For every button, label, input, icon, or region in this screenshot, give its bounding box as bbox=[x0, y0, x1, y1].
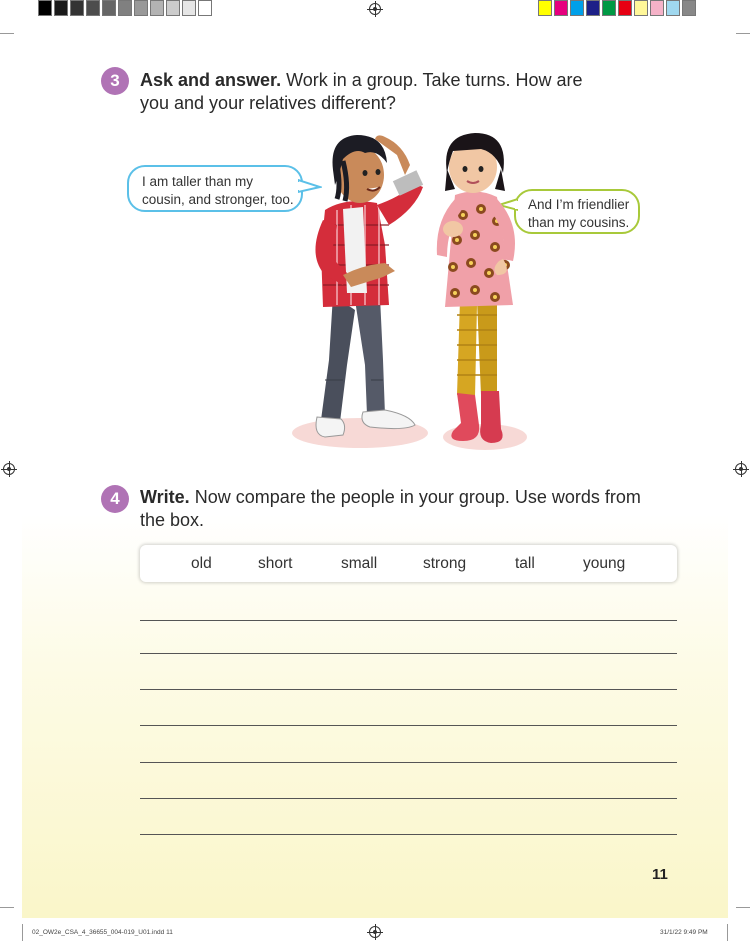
word-box-item: old bbox=[191, 555, 212, 572]
grayscale-bar bbox=[38, 0, 214, 16]
page-number: 11 bbox=[652, 866, 668, 883]
color-swatch bbox=[538, 0, 552, 16]
color-swatch bbox=[618, 0, 632, 16]
registration-mark-bottom bbox=[369, 926, 381, 938]
color-swatch bbox=[650, 0, 664, 16]
writing-line[interactable] bbox=[140, 834, 677, 835]
writing-line[interactable] bbox=[140, 798, 677, 799]
footer-file-name: 02_OW2e_CSA_4_36655_004-019_U01.indd 11 bbox=[32, 929, 173, 936]
color-swatch bbox=[150, 0, 164, 16]
crop-mark bbox=[736, 33, 750, 34]
color-swatch bbox=[586, 0, 600, 16]
exercise-3-instruction-line2: you and your relatives different? bbox=[140, 93, 396, 113]
footer-timestamp: 31/1/22 9:49 PM bbox=[660, 929, 708, 936]
crop-mark bbox=[0, 33, 14, 34]
exercise-3-instruction-text: Work in a group. Take turns. How are bbox=[286, 70, 583, 90]
speech-bubble-boy-line2: cousin, and stronger, too. bbox=[142, 192, 294, 207]
color-swatch bbox=[166, 0, 180, 16]
color-swatch bbox=[134, 0, 148, 16]
color-swatch bbox=[198, 0, 212, 16]
boy-figure bbox=[315, 135, 423, 437]
registration-mark-right bbox=[735, 463, 747, 475]
writing-line[interactable] bbox=[140, 762, 677, 763]
color-swatch bbox=[554, 0, 568, 16]
color-swatch bbox=[38, 0, 52, 16]
word-box-item: small bbox=[341, 555, 378, 572]
word-box-item: strong bbox=[423, 555, 467, 572]
color-swatch bbox=[682, 0, 696, 16]
color-bar bbox=[538, 0, 714, 16]
word-box-item: young bbox=[583, 555, 626, 572]
crop-mark bbox=[727, 924, 728, 941]
word-box-item: short bbox=[258, 555, 293, 572]
color-swatch bbox=[602, 0, 616, 16]
crop-mark bbox=[0, 907, 14, 908]
writing-line[interactable] bbox=[140, 653, 677, 654]
exercise-number-3: 3 bbox=[101, 67, 129, 95]
children-illustration bbox=[285, 125, 535, 455]
exercise-4-instruction-text: Now compare the people in your group. Use words from bbox=[194, 487, 641, 507]
word-box bbox=[140, 545, 677, 582]
color-swatch bbox=[70, 0, 84, 16]
registration-mark-top bbox=[369, 3, 381, 15]
color-swatch bbox=[102, 0, 116, 16]
speech-bubble-girl-line2: than my cousins. bbox=[528, 215, 630, 230]
crop-mark bbox=[736, 907, 750, 908]
exercise-3-instruction bbox=[140, 69, 660, 115]
writing-line[interactable] bbox=[140, 725, 677, 726]
color-swatch bbox=[570, 0, 584, 16]
color-swatch bbox=[666, 0, 680, 16]
color-swatch bbox=[54, 0, 68, 16]
speech-bubble-boy bbox=[127, 165, 303, 212]
exercise-4-title: Write. bbox=[140, 487, 190, 507]
word-box-item: tall bbox=[515, 555, 535, 572]
color-swatch bbox=[118, 0, 132, 16]
writing-line[interactable] bbox=[140, 620, 677, 621]
color-swatch bbox=[86, 0, 100, 16]
crop-mark bbox=[22, 924, 23, 941]
exercise-number-4: 4 bbox=[101, 485, 129, 513]
writing-line[interactable] bbox=[140, 689, 677, 690]
speech-bubble-girl-line1: And I’m friendlier bbox=[528, 197, 630, 212]
registration-mark-left bbox=[3, 463, 15, 475]
color-swatch bbox=[182, 0, 196, 16]
color-swatch bbox=[634, 0, 648, 16]
exercise-4-instruction bbox=[140, 486, 700, 532]
girl-figure bbox=[437, 133, 515, 443]
speech-bubble-boy-line1: I am taller than my bbox=[142, 174, 254, 189]
exercise-4-instruction-line2: the box. bbox=[140, 510, 205, 530]
exercise-3-title: Ask and answer. bbox=[140, 70, 282, 90]
